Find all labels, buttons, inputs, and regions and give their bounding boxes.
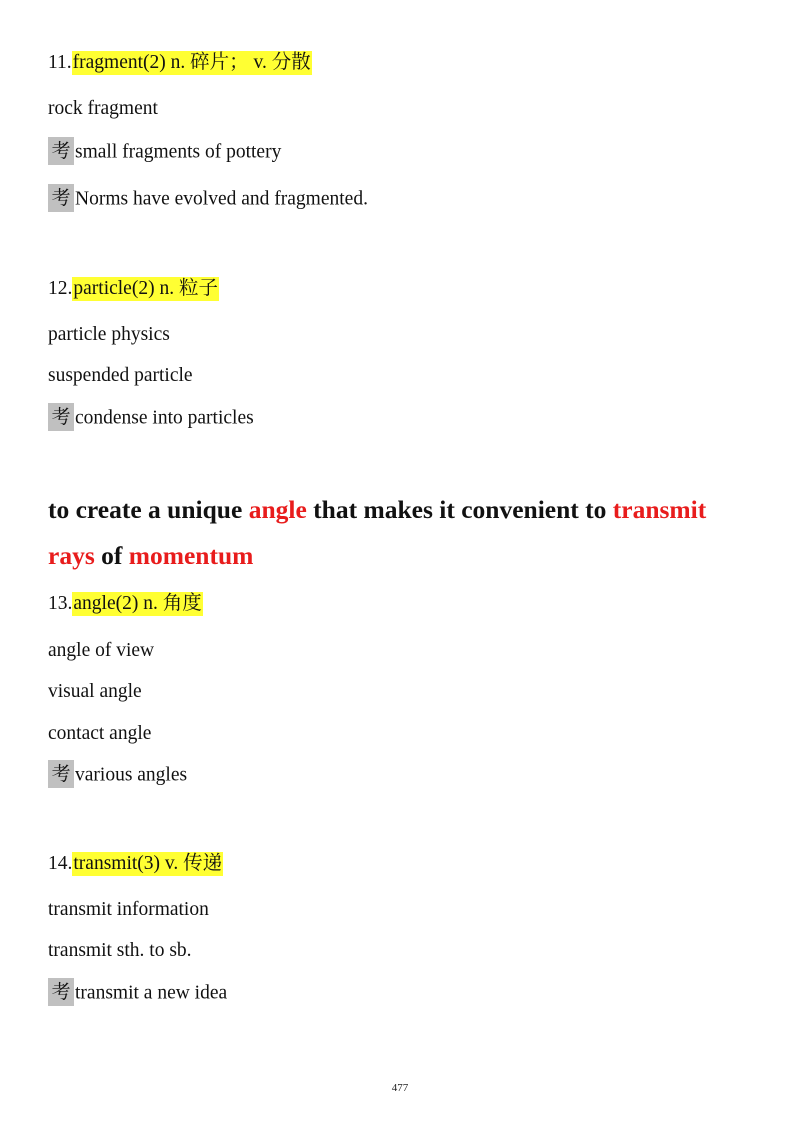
example-line (48, 322, 170, 348)
example-line (48, 679, 142, 705)
sentence-keyword: transmit (612, 495, 707, 524)
entry-number: 12. (48, 278, 73, 299)
example-text: transmit sth. to sb. (48, 940, 192, 961)
example-text: small fragments of pottery (75, 141, 282, 163)
example-text: Norms have evolved and fragmented. (75, 188, 368, 210)
headword-highlight: angle(2) n. 角度 (73, 593, 202, 614)
example-line (48, 186, 368, 214)
example-line (48, 139, 281, 167)
example-text: angle of view (48, 640, 155, 661)
headword-highlight: transmit(3) v. 传递 (73, 853, 223, 874)
sentence-keyword: momentum (128, 541, 254, 570)
example-line (48, 897, 209, 923)
exam-marker: 考 (48, 137, 74, 165)
sentence-text: of (94, 541, 129, 570)
example-line (48, 980, 227, 1008)
exam-marker: 考 (48, 978, 74, 1006)
example-text: transmit a new idea (75, 982, 228, 1004)
example-line (48, 96, 158, 122)
headword-highlight: particle(2) n. 粒子 (73, 278, 218, 299)
example-line (48, 363, 193, 389)
example-text: transmit information (48, 899, 209, 920)
example-text: various angles (75, 764, 188, 786)
headword-highlight: fragment(2) n. 碎片； v. 分散 (72, 52, 311, 73)
example-line (48, 638, 154, 664)
example-text: suspended particle (48, 365, 193, 386)
sentence-keyword: angle (248, 495, 307, 524)
exam-marker: 考 (48, 760, 74, 788)
example-line (48, 938, 192, 964)
example-text: contact angle (48, 723, 152, 744)
sentence-keyword: rays (48, 541, 95, 570)
entry-heading (48, 276, 219, 302)
sentence-text: to create a unique (48, 495, 249, 524)
entry-number: 14. (48, 853, 73, 874)
exam-marker: 考 (48, 403, 74, 431)
example-text: rock fragment (48, 98, 158, 119)
example-line (48, 762, 187, 790)
sentence-text: that makes it convenient to (306, 495, 613, 524)
entry-number: 13. (48, 593, 73, 614)
entry-heading (48, 591, 203, 617)
example-text: particle physics (48, 324, 170, 345)
sentence-line-2 (48, 540, 253, 572)
example-line (48, 721, 151, 747)
page-number: 477 (391, 1082, 409, 1094)
entry-heading (48, 851, 223, 877)
example-line (48, 405, 254, 433)
example-text: condense into particles (75, 407, 254, 429)
example-text: visual angle (48, 681, 142, 702)
entry-number: 11. (48, 52, 72, 73)
exam-marker: 考 (48, 184, 74, 212)
sentence-line-1 (48, 494, 706, 526)
entry-heading (48, 50, 312, 76)
